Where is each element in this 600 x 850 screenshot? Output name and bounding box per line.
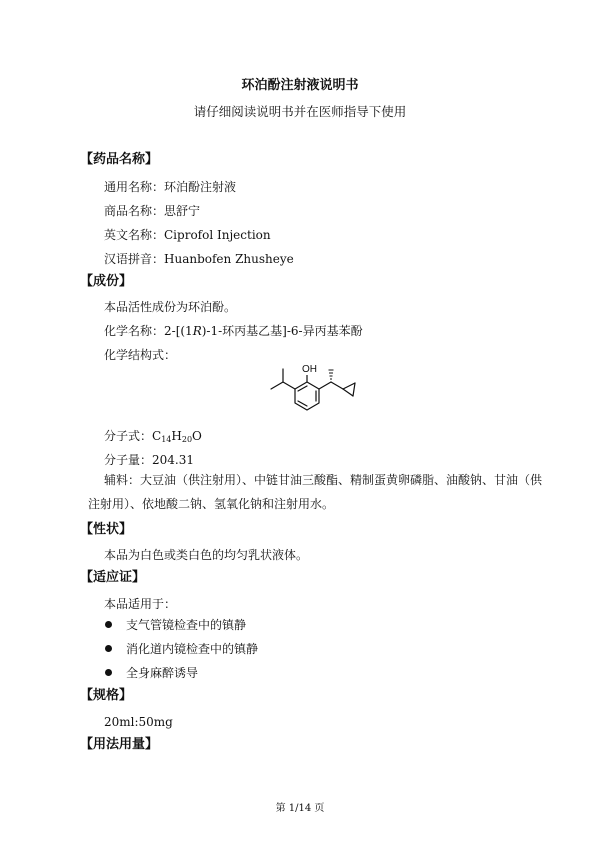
oh-label: OH xyxy=(302,364,317,375)
excipients: 辅料：大豆油（供注射用）、中链甘油三酸酯、精制蛋黄卵磷脂、油酸钠、甘油（供注射用）、依地酸二钠、氢氧化钠和注射用水。 xyxy=(88,473,543,511)
active-ingredient: 本品活性成份为环泊酚。 xyxy=(104,300,237,314)
list-item: 全身麻醉诱导 xyxy=(126,666,199,680)
english-name: 英文名称：Ciprofol Injection xyxy=(104,228,271,242)
section-heading-drug-name: 【药品名称】 xyxy=(80,152,159,167)
trade-name: 商品名称：思舒宁 xyxy=(104,204,201,218)
document-subtitle: 请仔细阅读说明书并在医师指导下使用 xyxy=(193,104,407,119)
stereo-hash-bond xyxy=(329,370,334,379)
molecular-weight: 分子量：204.31 xyxy=(104,453,194,467)
specification-value: 20ml:50mg xyxy=(104,715,173,729)
cyclopropylethyl-group xyxy=(319,382,355,396)
section-heading-specification: 【规格】 xyxy=(80,688,133,703)
bullet-dot-icon xyxy=(105,621,112,628)
bullet-dot-icon xyxy=(105,669,112,676)
list-item: 消化道内镜检查中的镇静 xyxy=(126,642,259,656)
structure-label: 化学结构式： xyxy=(104,348,177,362)
benzene-ring xyxy=(295,382,319,410)
list-item: 支气管镜检查中的镇静 xyxy=(126,618,247,632)
page-number: 第 1/14 页 xyxy=(275,803,325,814)
section-heading-usage: 【用法用量】 xyxy=(80,737,159,752)
chemical-name: 化学名称：2-[(1R)-1-环丙基乙基]-6-异丙基苯酚 xyxy=(104,324,363,338)
indications-intro: 本品适用于： xyxy=(104,597,177,611)
document-title: 环泊酚注射液说明书 xyxy=(241,78,359,93)
section-heading-indications: 【适应证】 xyxy=(80,570,146,585)
molecular-formula: 分子式：$C_{14}H_{20}O$ xyxy=(104,429,202,444)
chemical-structure-diagram xyxy=(255,358,365,418)
bullet-dot-icon xyxy=(105,645,112,652)
isopropyl-group xyxy=(271,369,295,389)
section-heading-properties: 【性状】 xyxy=(80,522,133,537)
section-heading-composition: 【成份】 xyxy=(80,274,133,289)
generic-name: 通用名称：环泊酚注射液 xyxy=(104,180,237,194)
pinyin-name: 汉语拼音：Huanbofen Zhusheye xyxy=(104,252,294,266)
properties-text: 本品为白色或类白色的均匀乳状液体。 xyxy=(104,548,309,562)
